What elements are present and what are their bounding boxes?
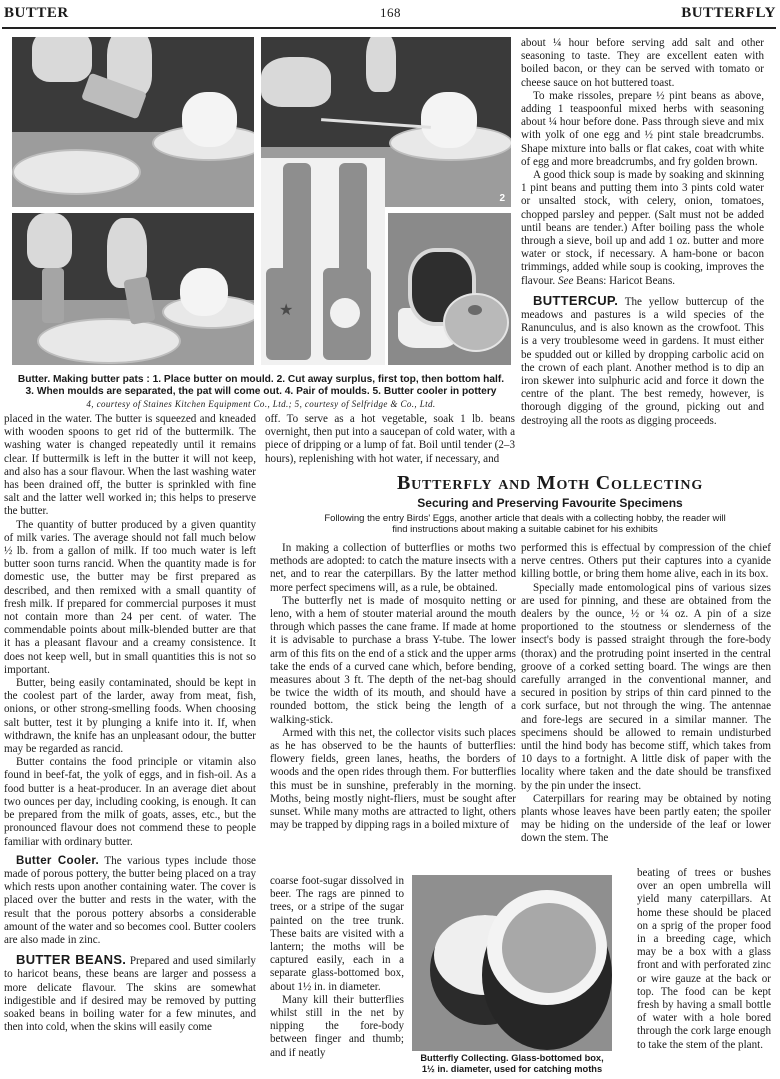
figure-caption — [4, 374, 518, 398]
glass-bottomed-box-caption: Butterfly Collecting. Glass-bottomed box, 1½ in. diameter, used for catching moths — [420, 1053, 604, 1074]
flower-cutout-icon — [330, 298, 360, 328]
paragraph: Many kill their butterflies whilst still in the net by nipping the fore-body between finger and thumb; and if neatly — [270, 993, 404, 1059]
see-reference-label: See — [557, 274, 574, 287]
left-column — [4, 413, 256, 1034]
paragraph: performed this is effectual by compression of the chief nerve centres. Others put their captures into a cyanide killing bottle, or bring them home alive, each in its box. — [521, 542, 771, 581]
panel-number-2: 2 — [499, 193, 505, 204]
paragraph: coarse foot-sugar dissolved in beer. The rags are pinned to trees, or a stripe of the sugar painted on the tree trunk. These baits are visited with a lantern; the moths will be captured easily, each in a separate glass-bottomed box, about 1½ in. in diameter. — [270, 875, 404, 993]
article-intro: Following the entry Birds' Eggs, another article that deals with a collecting hobby, the reader will find instructions about making a suitable cabinet for his exhibits — [324, 513, 726, 535]
paragraph: beating of trees or bushes over an open umbrella will yield many caterpillars. At home these should be placed on a sprig of the proper food in a breeding cage, which may be a box with a glass front and with perforated zinc or wire gauze at the back or top. The food can be kept fresh by having a small bottle of water with a hole bored through the cork large enough to take the stem of the plant. — [637, 867, 771, 1051]
paragraph: Butter, being easily contaminated, should be kept in the coolest part of the larder, away from meat, fish, onions, or other strong-smelling foods. When choosing salt butter, test it by plunging a knife into it. If, when withdrawn, the knife has an unpleasant odour, the butter may be regarded as rancid. — [4, 677, 256, 756]
middle-column-top — [265, 413, 515, 466]
photo-panel-1 — [12, 37, 254, 207]
header-left-guide-word: BUTTER — [4, 5, 69, 21]
paragraph: To make rissoles, prepare ½ pint beans as above, adding 1 teaspoonful mixed herbs with seasoning about ¼ hour before done. Pass through sieve and mix with yolk of one egg and ½ pint stale breadcrumbs. Shape mixture into balls or flat cakes, coat with white of egg and more breadcrumbs, and fry golden brown. — [521, 89, 764, 168]
header-rule — [2, 27, 776, 29]
paragraph: In making a collection of butterflies or moths two methods are adopted: to catch the mature insects with a net, and to rear the caterpillars. By the latter method more perfect specimens will, as a rule, be obtained. — [270, 542, 516, 594]
figure-credit: 4, courtesy of Staines Kitchen Equipment Co., Ltd.; 5, courtesy of Selfridge & Co., Ltd. — [86, 399, 436, 409]
glass-bottomed-box-photo — [412, 875, 612, 1051]
paragraph: The butterfly net is made of mosquito netting or leno, with a hem of stouter material around the mouth through which passes the cane frame. If made at home it is advisable to purchase a brass Y-tube. The lower arm of this fits on the end of a stick and the upper arms take the ends of a curved cane which, before bending, measures about 3 ft. The depth of the net-bag should be twice the width of its mouth, and should have a rounded bottom, the stick being the length of a walking-stick. — [270, 594, 516, 726]
paragraph: Caterpillars for rearing may be obtained by noting plants whose leaves have been partly eaten; the spoiler may be hiding on the underside of the leaf or lower down the stem. The — [521, 792, 771, 845]
entry-buttercup: BUTTERCUP. The yellow buttercup of the meadows and pastures is a wild species of the Ranunculus, and is also known as the crowfoot. This is a very troublesome weed in gardens. It must either be spudded out or killed by dropping carbolic acid on the crown of each plant. Another method is to dip an iron skewer into sulphuric acid and force it down the centre of the plant. The best remedy, however, is thorough digging of the ground, picking out and destroying all the roots as digging proceeds. — [521, 292, 764, 427]
paragraph: Specially made entomological pins of various sizes are used for pinning, and these are obtained from the dealers by the ounce, ½ or ¼ oz. A pin of a size proportioned to the stoutness or slenderness of the insect's body is passed straight through the fore-body (thorax) and the protruding point inserted in the central groove of a corked setting board. The wings are then carefully arranged in the conventional manner, and secured in position by strips of thin card pinned to the cork surface, but not through the wing. The antennae and fore-legs are secured in a similar manner. The specimens should be allowed to remain undisturbed until the hind body has become stiff, which takes from 10 days to a fortnight. A little disk of paper with the locality where taken and the date should be transfixed by the pin under the insect. — [521, 581, 771, 792]
entry-heading-butter-beans: BUTTER BEANS. — [16, 952, 127, 968]
figure-caption-line-2: 3. When moulds are separated, the pat will come out. 4. Pair of moulds. 5. Butter cooler in pottery — [25, 386, 497, 397]
photo-panel-4-moulds — [261, 158, 385, 365]
page-number: 168 — [380, 5, 401, 20]
entry-butter-beans: BUTTER BEANS. Prepared and used similarly to haricot beans, these beans are larger and possess a more delicate flavour. The skins are somewhat indigestible and if desired may be removed by putting soaked beans in boiling water for a few minutes, and then into cold, when the skins will easily come — [4, 952, 256, 1034]
paragraph: Butter contains the food principle or vitamin also found in beef-fat, the yolk of eggs, and in fish-oil. As a food butter is a heat-producer. In an average diet about two ounces per day, including cooking, is enough. It can be prepared from the milk of goats, asses, etc., but the pronounced flavour does not commend these to people familiar with ordinary butter. — [4, 756, 256, 848]
right-column-top — [521, 37, 764, 428]
entry-butter-cooler: Butter Cooler. The various types include those made of porous pottery, the butter being placed on a tray which rests upon another containing water. The cover is placed over the butter and rests in the water, with the result that the porous pottery absorbs a considerable amount of the water and so becomes cool. Butter coolers are also made in zinc. — [4, 854, 256, 946]
photo-panel-5-butter-cooler — [388, 213, 511, 365]
entry-heading-butter-cooler: Butter Cooler. — [16, 854, 100, 867]
entry-heading-buttercup: BUTTERCUP. — [533, 292, 619, 308]
article-column-2 — [521, 542, 771, 846]
paragraph: placed in the water. The butter is squeezed and kneaded with wooden spoons to get rid of the buttermilk. The washing water is changed repeatedly until it remains clear. If buttermilk is left in the butter it will not keep, and also has a sour flavour. When the last washing water has been drained off, the butter is sprinkled with fine salt and the latter well worked in; this helps to preserve the butter. — [4, 413, 256, 518]
paragraph: off. To serve as a hot vegetable, soak 1 lb. beans overnight, then put into a saucepan of cold water, with a piece of dripping or a lump of fat. Boil until tender (2–3 hours), replenishing with hot water, if necessary, and — [265, 413, 515, 465]
article-column-1-narrow — [270, 875, 404, 1060]
article-column-1 — [270, 542, 516, 832]
paragraph: about ¼ hour before serving add salt and other seasoning to taste. They are excellent eaten with boiled bacon, or they can be served with tomato or cheese sauce on hot buttered toast. — [521, 37, 764, 89]
figure-caption-line-1: Butter. Making butter pats : 1. Place butter on mould. 2. Cut away surplus, first top, then bottom half. — [17, 374, 505, 385]
header-right-guide-word: BUTTERFLY — [681, 5, 776, 21]
article-title: Butterfly and Moth Collecting — [396, 472, 704, 494]
photo-panel-3 — [12, 213, 254, 365]
paragraph: A good thick soup is made by soaking and skinning 1 pint beans and putting them into 3 pints cold water or unsalted stock, with celery, onion, tomatoes, chopped parsley and pepper. (Salt must not be added until beans are tender.) After boiling pass the whole through a sieve, boil up and add 1 oz. butter and more water or stock, if necessary. A ham-bone or bacon trimmings, added while soup is cooking, improves the flavour. See Beans: Haricot Beans. — [521, 169, 764, 287]
running-header — [0, 0, 780, 26]
cross-reference-link[interactable]: Beans: Haricot Beans. — [576, 274, 676, 287]
article-column-2-narrow — [637, 867, 771, 1052]
paragraph: The quantity of butter produced by a given quantity of milk varies. The average should not fall much below ½ lb. from a gallon of milk. If too much water is left butter soon turns rancid. When the quantity made is for domestic use, the butter may be first prepared as described, and then remixed with a small quantity of fresh milk. If prepared for commercial purposes it must not contain more than 24 per cent. of water. The commendable points about milk-blended butter are that it has a pleasant flavour and a creamy consistence. It does not keep well, but in small quantities this is not so important. — [4, 518, 256, 676]
article-subtitle: Securing and Preserving Favourite Specimens — [417, 496, 683, 510]
paragraph: Armed with this net, the collector visits such places as he has observed to be the haunts of butterflies: flowery fields, green lanes, heaths, the borders of woods and the open rides through them. For butterflies this must be in sunshine, preferably in the morning. Moths, being mostly night-fliers, must be sought after sunset. While many moths are attracted to light, others may be trapped by dipping rags in a boiled mixture of — [270, 726, 516, 832]
